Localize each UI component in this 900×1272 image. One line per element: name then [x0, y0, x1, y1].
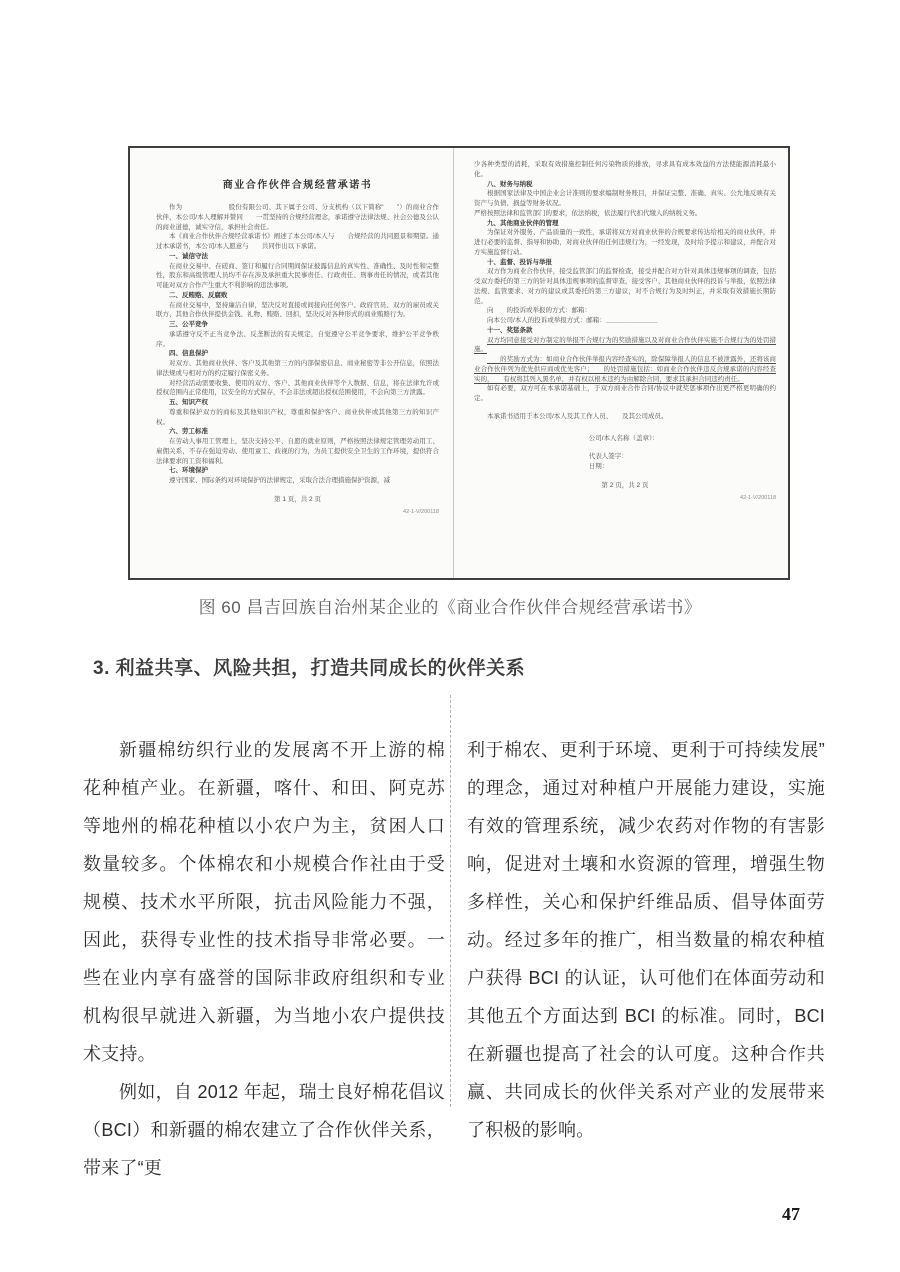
scan-paragraph: 双方作为商业合作伙伴，接受监管部门的监督检查，接受并配合对方针对具体违规事项的调查，包括受双方委托的第三方的针对具体违规事项的监督审查，接受客户、其他商业伙伴的投诉与举报，依照法律法规、监管要求、对方的建议或其委托的第三方建议，对不合规行为及时纠正，并采取有效措施长期防范。: [474, 268, 776, 305]
scan-section-heading: 七、环境保护: [169, 467, 208, 475]
scan-doc-code: 42-1-V/200118: [740, 494, 776, 501]
scan-section-heading: 十、监督、投诉与举报: [487, 258, 552, 266]
body-paragraph: 例如，自 2012 年起，瑞士良好棉花倡议（BCI）和新疆的棉农建立了合作伙伴关系，带来了“更: [83, 1082, 445, 1178]
scan-section-heading: 二、反贿赂、反腐败: [169, 291, 228, 299]
scan-paragraph-underlined: 双方均同意接受对方制定的举报不合规行为的奖励措施以及对商业合作伙伴实施不合规行为的处罚措施。: [474, 336, 776, 354]
scan-section-heading: 五、知识产权: [169, 399, 208, 406]
figure-scan: [128, 146, 790, 580]
scan-paragraph: 根据国家法律及中国企业会计准则的要求编制财务账目，并保证完整、准确、真实、公允地反映有关资产与负债、损益等财务状况。: [474, 190, 776, 207]
page-number: 47: [782, 1204, 800, 1224]
body-paragraph: 新疆棉纺织行业的发展离不开上游的棉花种植产业。在新疆，喀什、和田、阿克苏等地州的棉花种植以小农户为主，贫困人口数量较多。个体棉农和小规模合作社由于受规模、技术水平所限，抗击风险能力不强，因此，获得专业性的技术指导非常必要。一些在业内享有盛誉的国际非政府组织和专业机构很早就进入新疆，为当地小农户提供技术支持。: [83, 740, 445, 1064]
column-divider: [450, 695, 451, 1107]
scan-paragraph: 在商业交易中，坚持廉洁自律，坚决反对直接或间接向任何客户、政府官员、双方的雇员或关联方、其他合作伙伴提供金钱、礼物、贿赂、回扣，坚决反对各种形式的商业贿赂行为。: [156, 301, 439, 319]
scan-doc-code: 42-1-V/200118: [403, 508, 439, 515]
scan-paragraph: 本承诺书适用于本公司/本人及其工作人员、 及其公司成员。: [487, 412, 668, 420]
scan-paragraph: 在商业交易中、在磋商、签订和履行合同期间保证披露信息的真实性、准确性、及时性和完整性，股东和高级管理人员均不存在涉及承担重大民事责任、行政责任、刑事责任的情况，或者其他可能对双方合作产生重大不利影响的违法事项。: [156, 262, 439, 289]
scan-page-footer: 第 2 页，共 2 页: [601, 481, 649, 489]
scan-signature-date: 日期：: [588, 463, 609, 470]
scan-contact-line: 向本公司/本人的投诉或举报方式：邮箱：＿＿＿＿＿＿＿＿: [487, 317, 658, 324]
scan-page-1: [130, 148, 454, 578]
scan-paragraph: 少各种类型的消耗，采取有效措施控制任何污染物质的排放，寻求具有成本效益的方法使能源消耗最小化。: [474, 161, 776, 178]
section-heading: 3. 利益共享、风险共担，打造共同成长的伙伴关系: [93, 658, 526, 679]
scan-section-heading: 八、财务与纳税: [487, 180, 533, 188]
scan-section-heading: 九、其他商业伙伴的管理: [487, 219, 559, 227]
scan-paragraph: 为保证对外服务、产品质量的一致性，承诺将双方对商业伙伴的合规要求传达给相关的商业伙伴，并进行必要的监督、指导和协助，对商业伙伴的任何违规行为，一经发现，及时给予提示和建议，并配合对方实施监督行动。: [474, 229, 776, 256]
scan-paragraph: 严格按照法律和监管部门的要求，依法纳税，依法履行代扣代缴人的纳税义务。: [474, 209, 702, 217]
scan-page-footer: 第 1 页，共 2 页: [274, 495, 321, 503]
scan-paragraph: 对双方、其他商业伙伴、客户及其他第三方的内部保密信息、商业秘密等非公开信息，依照法律法规或与相对方的约定履行保密义务。: [156, 360, 439, 377]
body-column-left: [83, 731, 445, 1187]
scan-paragraph: 对经营活动需要收集、使用的双方、客户、其他商业伙伴等个人数据、信息，将在法律允许或授权范围内正常使用，以安全的方式保存，不会非法或超出授权范围使用，不会向第三方泄露。: [156, 379, 439, 397]
body-column-right: [467, 731, 825, 1149]
scan-paragraph: 承诺遵守反不正当竞争法、反垄断法的有关规定，自觉遵守公平竞争要求，维护公平竞争秩序。: [156, 330, 439, 348]
scan-paragraph: 在劳动人事用工管理上，坚决支持公平、自愿的就业原则，严格按照法律规定管理劳动用工、雇佣关系，不存在强迫劳动、使用童工、歧视的行为，为员工提供安全卫生的工作环境，提供符合法律要求的工资和福利。: [156, 438, 439, 465]
scan-document-title: 商业合作伙伴合规经营承诺书: [222, 180, 373, 191]
scan-section-heading: 一、诚信守法: [169, 252, 208, 260]
scan-paragraph-underlined: 的奖励方式为：如商业合作伙伴举报内容经查实的，除保障举报人的信息不被泄露外，还将该商业合作伙伴列为优先供应商或优先客户； 的处罚措施包括：如商业合作伙伴违反合规承诺的内容经查实的， 有权将其列入黑名单，并有权以根本违约为由解除合同，要求其承担合同违约责任。: [474, 356, 776, 383]
scan-signature-name: 公司/本人名称（盖章）：: [588, 434, 659, 442]
scan-paragraph: 本《商业合作伙伴合规经营承诺书》阐述了本公司/本人与 合规经营的共同愿景和期望。通过本承诺书，本公司/本人愿意与 共同作出以下承诺。: [156, 233, 439, 250]
scan-section-heading: 六、劳工标准: [169, 428, 208, 436]
scan-paragraph: 作为 股份有限公司、其下属子公司、分支机构（以下简称“ ”）的商业合作伙伴，本公司/本人理解并赞同 一贯坚持的合规经营理念，承诺遵守法律法规、社会公德及公认的商业道德，诚实守信，承担社会责任。: [156, 204, 439, 231]
scan-paragraph: 遵守国家、国际条约对环境保护的法律规定，采取合法合理措施保护资源，减: [169, 477, 390, 484]
scan-signature-sign: 代表人签字：: [588, 453, 628, 461]
scan-section-heading: 十一、奖惩条款: [487, 326, 533, 334]
scan-section-heading: 三、公平竞争: [169, 321, 208, 328]
figure-caption: 图 60 昌吉回族自治州某企业的《商业合作伙伴合规经营承诺书》: [198, 598, 702, 617]
scan-section-heading: 四、信息保护: [169, 350, 208, 358]
body-paragraph: 利于棉农、更利于环境、更利于可持续发展”的理念，通过对种植户开展能力建设，实施有效的管理系统，减少农药对作物的有害影响，促进对土壤和水资源的管理，增强生物多样性，关心和保护纤维品质、倡导体面劳动。经过多年的推广，相当数量的棉农种植户获得 BCI 的认证，认可他们在体面劳动和其他五个方面达到 BCI 的标准。同时，BCI 在新疆也提高了社会的认可度。这种合作共赢、共同成长的伙伴关系对产业的发展带来了积极的影响。: [467, 740, 825, 1140]
scan-signature-block: [589, 434, 776, 472]
scan-contact-line: 向 的投诉或举报的方式：邮箱：: [487, 307, 627, 315]
scan-page-2: [454, 148, 788, 578]
scan-paragraph: 尊重和保护双方的商标及其他知识产权，尊重和保护客户、商业伙伴或其他第三方的知识产权。: [156, 408, 439, 426]
scan-paragraph: 如有必要，双方可在本承诺基础上，于双方商业合作合同/协议中就奖惩事项作出更严格更明确的约定。: [474, 385, 776, 402]
